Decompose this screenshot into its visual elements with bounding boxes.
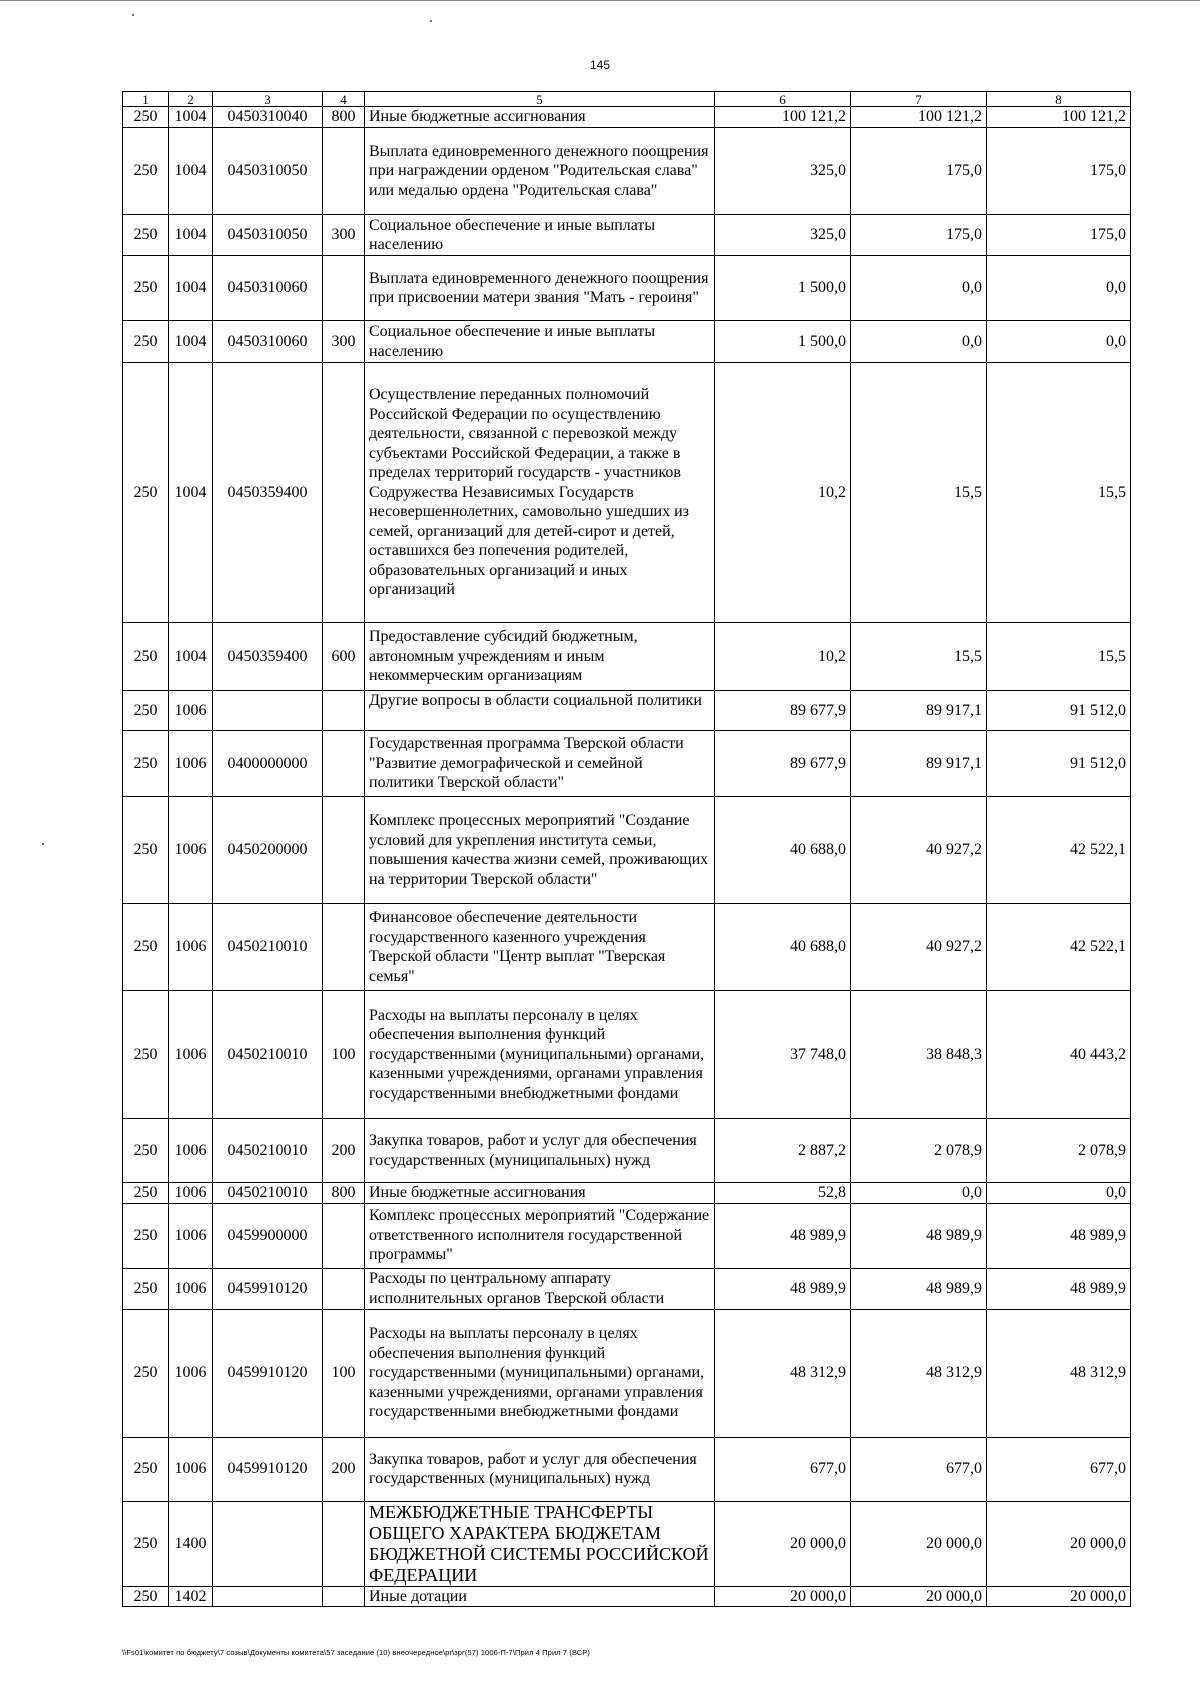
cell-code: 250	[123, 256, 169, 321]
cell-amount-2: 175,0	[851, 215, 987, 256]
cell-code: 250	[123, 215, 169, 256]
cell-section: 1004	[169, 623, 213, 691]
header-cell: 5	[365, 92, 715, 107]
cell-code: 250	[123, 797, 169, 904]
cell-description: Закупка товаров, работ и услуг для обеспечения государственных (муниципальных) нужд	[365, 1119, 715, 1183]
scan-top-edge	[0, 0, 1200, 4]
cell-section: 1006	[169, 1437, 213, 1501]
cell-section: 1004	[169, 215, 213, 256]
cell-amount-2: 0,0	[851, 321, 987, 363]
cell-amount-1: 48 989,9	[715, 1268, 851, 1309]
table-row	[123, 215, 1131, 256]
cell-amount-2: 0,0	[851, 256, 987, 321]
cell-code: 250	[123, 1183, 169, 1204]
cell-description: Иные бюджетные ассигнования	[365, 107, 715, 128]
table-row	[123, 797, 1131, 904]
table-row	[123, 1268, 1131, 1309]
table-row	[123, 321, 1131, 363]
file-path-footer: \\Fs01\комитет по бюджету\7 созыв\Документы комитета\57 заседание (10) внеочередное\pr\зрг(57) 1006-П-7\Прил 4 Прил 7 (ВСР)	[122, 1648, 591, 1657]
table-row	[123, 1119, 1131, 1183]
cell-expense-type	[323, 256, 365, 321]
cell-amount-1: 40 688,0	[715, 797, 851, 904]
cell-expense-type	[323, 797, 365, 904]
cell-description: Социальное обеспечение и иные выплаты населению	[365, 321, 715, 363]
cell-amount-3: 2 078,9	[987, 1119, 1131, 1183]
table-row	[123, 731, 1131, 797]
cell-amount-3: 100 121,2	[987, 107, 1131, 128]
cell-amount-1: 325,0	[715, 215, 851, 256]
cell-amount-1: 20 000,0	[715, 1501, 851, 1586]
cell-section: 1402	[169, 1586, 213, 1607]
cell-amount-1: 48 312,9	[715, 1309, 851, 1437]
table-row	[123, 904, 1131, 991]
cell-amount-1: 2 887,2	[715, 1119, 851, 1183]
cell-amount-1: 1 500,0	[715, 256, 851, 321]
page-number: 145	[589, 58, 611, 72]
cell-amount-3: 91 512,0	[987, 691, 1131, 731]
cell-expense-type	[323, 363, 365, 623]
cell-description: Другие вопросы в области социальной политики	[365, 691, 715, 731]
cell-amount-3: 40 443,2	[987, 991, 1131, 1119]
cell-section: 1006	[169, 691, 213, 731]
cell-section: 1006	[169, 1203, 213, 1268]
cell-amount-3: 15,5	[987, 623, 1131, 691]
cell-description: Комплекс процессных мероприятий "Создание условий для укрепления института семьи, повышения качества жизни семей, проживающих на территории Тверской области"	[365, 797, 715, 904]
cell-description: Расходы на выплаты персоналу в целях обеспечения выполнения функций государственными (муниципальными) органами, казенными учреждениями, органами управления государственными внебюджетными фондами	[365, 991, 715, 1119]
cell-section: 1400	[169, 1501, 213, 1586]
cell-description: Социальное обеспечение и иные выплаты населению	[365, 215, 715, 256]
cell-amount-1: 40 688,0	[715, 904, 851, 991]
cell-amount-1: 89 677,9	[715, 731, 851, 797]
cell-amount-2: 677,0	[851, 1437, 987, 1501]
cell-target: 0400000000	[213, 731, 323, 797]
cell-expense-type	[323, 1586, 365, 1607]
scan-speck	[42, 843, 44, 845]
cell-amount-3: 0,0	[987, 1183, 1131, 1204]
cell-section: 1006	[169, 991, 213, 1119]
cell-amount-3: 42 522,1	[987, 797, 1131, 904]
table-row	[123, 128, 1131, 215]
cell-code: 250	[123, 1501, 169, 1586]
cell-amount-3: 48 312,9	[987, 1309, 1131, 1437]
cell-description: Финансовое обеспечение деятельности государственного казенного учреждения Тверской области "Центр выплат "Тверская семья"	[365, 904, 715, 991]
cell-expense-type: 800	[323, 107, 365, 128]
header-row	[123, 92, 1131, 107]
cell-amount-1: 37 748,0	[715, 991, 851, 1119]
table-row	[123, 1183, 1131, 1204]
cell-description: Расходы по центральному аппарату исполнительных органов Тверской области	[365, 1268, 715, 1309]
cell-description: Закупка товаров, работ и услуг для обеспечения государственных (муниципальных) нужд	[365, 1437, 715, 1501]
cell-section: 1006	[169, 1309, 213, 1437]
cell-description: Осуществление переданных полномочий Российской Федерации по осуществлению деятельности, связанной с перевозкой между субъектами Российской Федерации, а также в пределах территорий государств - участников Содружества Независимых Государств несовершеннолетних, самовольно ушедших из семей, организаций для детей-сирот и детей, оставшихся без попечения родителей, образовательных организаций и иных организаций	[365, 363, 715, 623]
cell-code: 250	[123, 107, 169, 128]
table-row	[123, 691, 1131, 731]
cell-code: 250	[123, 623, 169, 691]
cell-target	[213, 1501, 323, 1586]
cell-amount-2: 100 121,2	[851, 107, 987, 128]
header-cell: 8	[987, 92, 1131, 107]
table-row	[123, 1203, 1131, 1268]
table-row	[123, 1586, 1131, 1607]
cell-code: 250	[123, 1268, 169, 1309]
cell-amount-2: 48 989,9	[851, 1268, 987, 1309]
cell-expense-type: 200	[323, 1119, 365, 1183]
cell-target: 0450210010	[213, 1119, 323, 1183]
cell-description: Государственная программа Тверской области "Развитие демографической и семейной политики Тверской области"	[365, 731, 715, 797]
cell-target: 0459910120	[213, 1268, 323, 1309]
cell-description: Выплата единовременного денежного поощрения при присвоении матери звания "Мать - героиня"	[365, 256, 715, 321]
cell-amount-1: 52,8	[715, 1183, 851, 1204]
budget-table	[122, 91, 1131, 1607]
cell-target: 0450210010	[213, 904, 323, 991]
cell-code: 250	[123, 731, 169, 797]
cell-section: 1006	[169, 731, 213, 797]
cell-description: Выплата единовременного денежного поощрения при награждении орденом "Родительская слава" или медалью ордена "Родительская слава"	[365, 128, 715, 215]
cell-amount-3: 175,0	[987, 128, 1131, 215]
cell-amount-1: 89 677,9	[715, 691, 851, 731]
cell-amount-1: 48 989,9	[715, 1203, 851, 1268]
table-row	[123, 1437, 1131, 1501]
cell-amount-1: 677,0	[715, 1437, 851, 1501]
cell-amount-1: 325,0	[715, 128, 851, 215]
cell-amount-3: 0,0	[987, 321, 1131, 363]
cell-amount-1: 10,2	[715, 363, 851, 623]
cell-target: 0450210010	[213, 1183, 323, 1204]
cell-target	[213, 1586, 323, 1607]
cell-amount-3: 20 000,0	[987, 1501, 1131, 1586]
cell-target: 0450310050	[213, 215, 323, 256]
cell-expense-type: 300	[323, 321, 365, 363]
cell-description: Иные дотации	[365, 1586, 715, 1607]
header-cell: 4	[323, 92, 365, 107]
cell-amount-2: 48 989,9	[851, 1203, 987, 1268]
cell-description: МЕЖБЮДЖЕТНЫЕ ТРАНСФЕРТЫ ОБЩЕГО ХАРАКТЕРА БЮДЖЕТАМ БЮДЖЕТНОЙ СИСТЕМЫ РОССИЙСКОЙ ФЕДЕРАЦИИ	[365, 1501, 715, 1586]
cell-amount-2: 15,5	[851, 623, 987, 691]
cell-section: 1006	[169, 904, 213, 991]
cell-target: 0450359400	[213, 363, 323, 623]
cell-code: 250	[123, 991, 169, 1119]
cell-code: 250	[123, 1119, 169, 1183]
cell-section: 1004	[169, 256, 213, 321]
cell-expense-type	[323, 1268, 365, 1309]
cell-target: 0450200000	[213, 797, 323, 904]
cell-target	[213, 691, 323, 731]
table-row	[123, 623, 1131, 691]
cell-code: 250	[123, 363, 169, 623]
cell-amount-2: 40 927,2	[851, 797, 987, 904]
cell-expense-type: 800	[323, 1183, 365, 1204]
cell-amount-3: 48 989,9	[987, 1268, 1131, 1309]
cell-target: 0450310040	[213, 107, 323, 128]
cell-amount-3: 20 000,0	[987, 1586, 1131, 1607]
cell-section: 1006	[169, 1268, 213, 1309]
cell-code: 250	[123, 904, 169, 991]
cell-amount-2: 20 000,0	[851, 1586, 987, 1607]
cell-section: 1004	[169, 321, 213, 363]
table-row	[123, 107, 1131, 128]
cell-code: 250	[123, 1309, 169, 1437]
cell-description: Комплекс процессных мероприятий "Содержание ответственного исполнителя государственной программы"	[365, 1203, 715, 1268]
table-row	[123, 991, 1131, 1119]
cell-target: 0450359400	[213, 623, 323, 691]
cell-expense-type: 200	[323, 1437, 365, 1501]
cell-target: 0450210010	[213, 991, 323, 1119]
cell-expense-type	[323, 691, 365, 731]
table-row	[123, 256, 1131, 321]
cell-target: 0459910120	[213, 1309, 323, 1437]
cell-amount-2: 89 917,1	[851, 731, 987, 797]
cell-amount-3: 677,0	[987, 1437, 1131, 1501]
cell-target: 0450310060	[213, 256, 323, 321]
cell-amount-2: 2 078,9	[851, 1119, 987, 1183]
cell-code: 250	[123, 1437, 169, 1501]
header-cell: 2	[169, 92, 213, 107]
cell-amount-1: 1 500,0	[715, 321, 851, 363]
cell-amount-2: 89 917,1	[851, 691, 987, 731]
cell-description: Предоставление субсидий бюджетным, автономным учреждениям и иным некоммерческим организациям	[365, 623, 715, 691]
cell-section: 1004	[169, 363, 213, 623]
table-row	[123, 1309, 1131, 1437]
cell-target: 0459900000	[213, 1203, 323, 1268]
cell-code: 250	[123, 1586, 169, 1607]
cell-expense-type: 600	[323, 623, 365, 691]
cell-amount-1: 10,2	[715, 623, 851, 691]
scan-speck	[430, 20, 432, 22]
cell-expense-type	[323, 904, 365, 991]
cell-amount-2: 48 312,9	[851, 1309, 987, 1437]
cell-expense-type	[323, 128, 365, 215]
cell-section: 1006	[169, 797, 213, 904]
cell-expense-type	[323, 731, 365, 797]
cell-description: Иные бюджетные ассигнования	[365, 1183, 715, 1204]
cell-amount-2: 0,0	[851, 1183, 987, 1204]
cell-amount-3: 15,5	[987, 363, 1131, 623]
cell-expense-type	[323, 1203, 365, 1268]
header-cell: 3	[213, 92, 323, 107]
scan-speck	[132, 14, 134, 16]
header-cell: 7	[851, 92, 987, 107]
cell-expense-type: 300	[323, 215, 365, 256]
table-row	[123, 1501, 1131, 1586]
cell-amount-2: 15,5	[851, 363, 987, 623]
cell-section: 1004	[169, 107, 213, 128]
cell-amount-2: 40 927,2	[851, 904, 987, 991]
cell-code: 250	[123, 321, 169, 363]
cell-amount-2: 20 000,0	[851, 1501, 987, 1586]
cell-amount-3: 42 522,1	[987, 904, 1131, 991]
cell-amount-3: 0,0	[987, 256, 1131, 321]
cell-description: Расходы на выплаты персоналу в целях обеспечения выполнения функций государственными (муниципальными) органами, казенными учреждениями, органами управления государственными внебюджетными фондами	[365, 1309, 715, 1437]
cell-amount-3: 91 512,0	[987, 731, 1131, 797]
cell-target: 0450310050	[213, 128, 323, 215]
cell-expense-type: 100	[323, 991, 365, 1119]
cell-section: 1006	[169, 1119, 213, 1183]
cell-code: 250	[123, 691, 169, 731]
cell-amount-1: 100 121,2	[715, 107, 851, 128]
cell-expense-type: 100	[323, 1309, 365, 1437]
cell-amount-1: 20 000,0	[715, 1586, 851, 1607]
cell-amount-3: 175,0	[987, 215, 1131, 256]
cell-amount-2: 38 848,3	[851, 991, 987, 1119]
cell-target: 0450310060	[213, 321, 323, 363]
cell-target: 0459910120	[213, 1437, 323, 1501]
header-cell: 6	[715, 92, 851, 107]
cell-amount-3: 48 989,9	[987, 1203, 1131, 1268]
header-cell: 1	[123, 92, 169, 107]
cell-expense-type	[323, 1501, 365, 1586]
cell-section: 1004	[169, 128, 213, 215]
cell-code: 250	[123, 1203, 169, 1268]
table-row	[123, 363, 1131, 623]
cell-amount-2: 175,0	[851, 128, 987, 215]
cell-section: 1006	[169, 1183, 213, 1204]
cell-code: 250	[123, 128, 169, 215]
